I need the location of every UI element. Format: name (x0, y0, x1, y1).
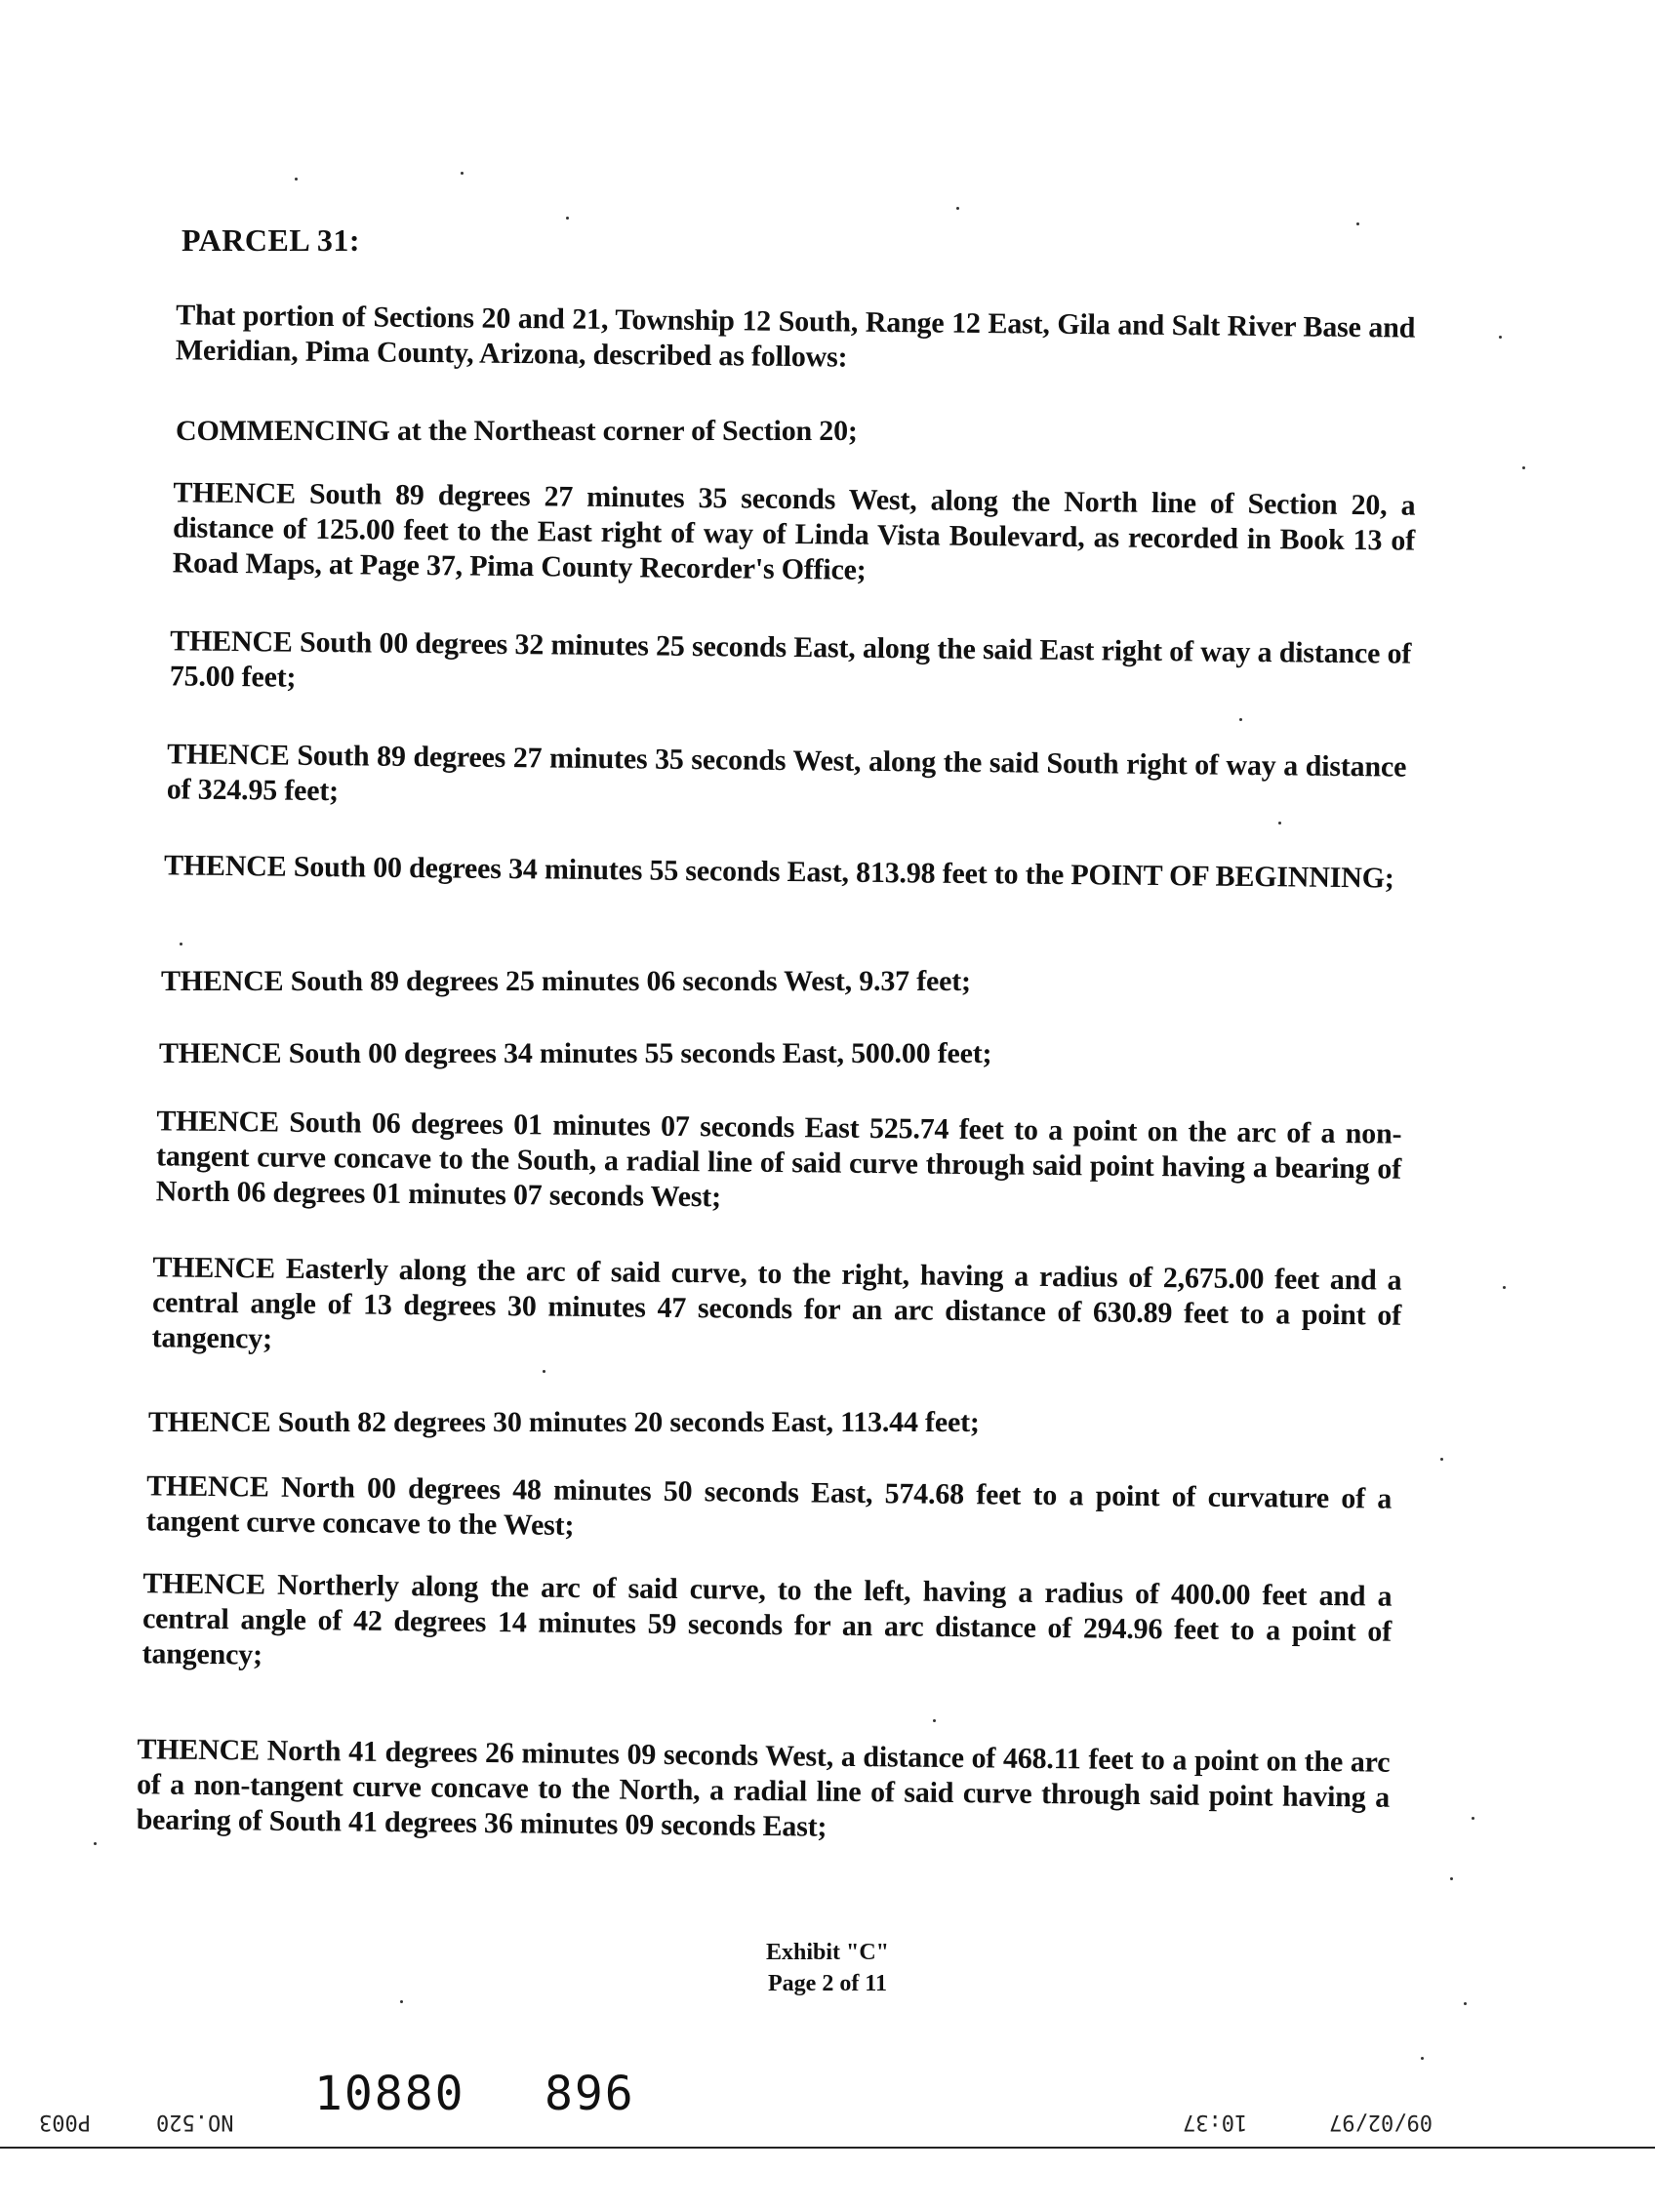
scan-speck (461, 172, 464, 175)
paragraph-course-8: THENCE North 00 degrees 48 minutes 50 seconds East, 574.68 feet to a point of curvature of a tangent curve concave to the West; (145, 1469, 1393, 1542)
paragraph-commencing: COMMENCING at the Northeast corner of Section 20; (176, 415, 858, 447)
paragraph-curve-1: THENCE Easterly along the arc of said curve, to the right, having a radius of 2,675.00 feet and a central angle of 13 degrees 30 minutes 47 seconds for an arc distance of 630.89 feet to a point of tangency; (151, 1251, 1402, 1355)
exhibit-footer (0, 1937, 1655, 1999)
scan-speck (1239, 718, 1242, 721)
paragraph-course-2: THENCE South 00 degrees 32 minutes 25 seconds East, along the said East right of way a distance of 75.00 feet; (169, 624, 1412, 694)
scan-speck (1440, 1458, 1443, 1461)
paragraph-course-7: THENCE South 82 degrees 30 minutes 20 seconds East, 113.44 feet; (148, 1406, 980, 1438)
parcel-heading: PARCEL 31: (182, 222, 361, 258)
recording-page-number: 896 (545, 2067, 635, 2121)
paragraph-course-1: THENCE South 89 degrees 27 minutes 35 seconds West, along the North line of Section 20, a distance of 125.00 feet to the East right of way of Linda Vista Boulevard, as recorded in Book 13 of Road Maps, at Page 37, Pima County Recorder's Office; (172, 476, 1416, 586)
paragraph-course-6: THENCE South 06 degrees 01 minutes 07 seconds East 525.74 feet to a point on the arc of a non-tangent curve concave to the South, a radial line of said curve through said point having a bearing of North 06 degrees 01 minutes 07 seconds West; (155, 1105, 1402, 1214)
scan-speck (295, 178, 298, 181)
paragraph-course-5: THENCE South 00 degrees 34 minutes 55 seconds East, 500.00 feet; (159, 1037, 992, 1069)
fax-time: 10:37 (1183, 2110, 1248, 2134)
scan-speck (1450, 1877, 1453, 1880)
fax-header-rule (0, 2147, 1655, 2149)
paragraph-course-4: THENCE South 89 degrees 25 minutes 06 seconds West, 9.37 feet; (161, 965, 971, 997)
scan-speck (1522, 466, 1525, 469)
paragraph-curve-2: THENCE Northerly along the arc of said curve, to the left, having a radius of 400.00 feet and a central angle of 42 degrees 14 minutes 59 seconds for an arc distance of 294.96 feet to a point of tangency; (141, 1567, 1393, 1671)
scan-speck (1421, 2057, 1424, 2060)
paragraph-course-9: THENCE North 41 degrees 26 minutes 09 seconds West, a distance of 468.11 feet to a point on the arc of a non-tangent curve concave to the North, a radial line of said curve through said point having a bearing of South 41 degrees 36 minutes 09 seconds East; (136, 1733, 1391, 1843)
paragraph-intro: That portion of Sections 20 and 21, Township 12 South, Range 12 East, Gila and Salt River Base and Meridian, Pima County, Arizona, described as follows: (175, 299, 1416, 374)
scan-speck (1503, 1286, 1506, 1289)
paragraph-point-of-beginning: THENCE South 00 degrees 34 minutes 55 seconds East, 813.98 feet to the POINT OF BEGINNING; (163, 849, 1394, 895)
recording-docket-number: 10880 (314, 2067, 465, 2121)
scan-speck (1278, 822, 1281, 824)
scan-speck (1472, 1817, 1474, 1820)
fax-date: 09/02/97 (1329, 2110, 1433, 2134)
scan-speck (566, 217, 569, 220)
scan-speck (1356, 222, 1359, 225)
scan-speck (956, 207, 959, 210)
paragraph-course-3: THENCE South 89 degrees 27 minutes 35 seconds West, along the said South right of way a distance of 324.95 feet; (166, 738, 1407, 808)
scan-speck (543, 1370, 545, 1373)
page-label: Page 2 of 11 (768, 1971, 887, 1996)
scan-speck (94, 1842, 97, 1845)
fax-number: NO.520 (156, 2110, 234, 2134)
exhibit-label: Exhibit "C" (765, 1940, 889, 1965)
scan-speck (180, 943, 182, 945)
scan-speck (1464, 2002, 1467, 2005)
scan-speck (1499, 336, 1502, 339)
scan-speck (933, 1719, 936, 1722)
scan-speck (400, 2000, 403, 2003)
fax-page-code: P003 (39, 2110, 91, 2134)
